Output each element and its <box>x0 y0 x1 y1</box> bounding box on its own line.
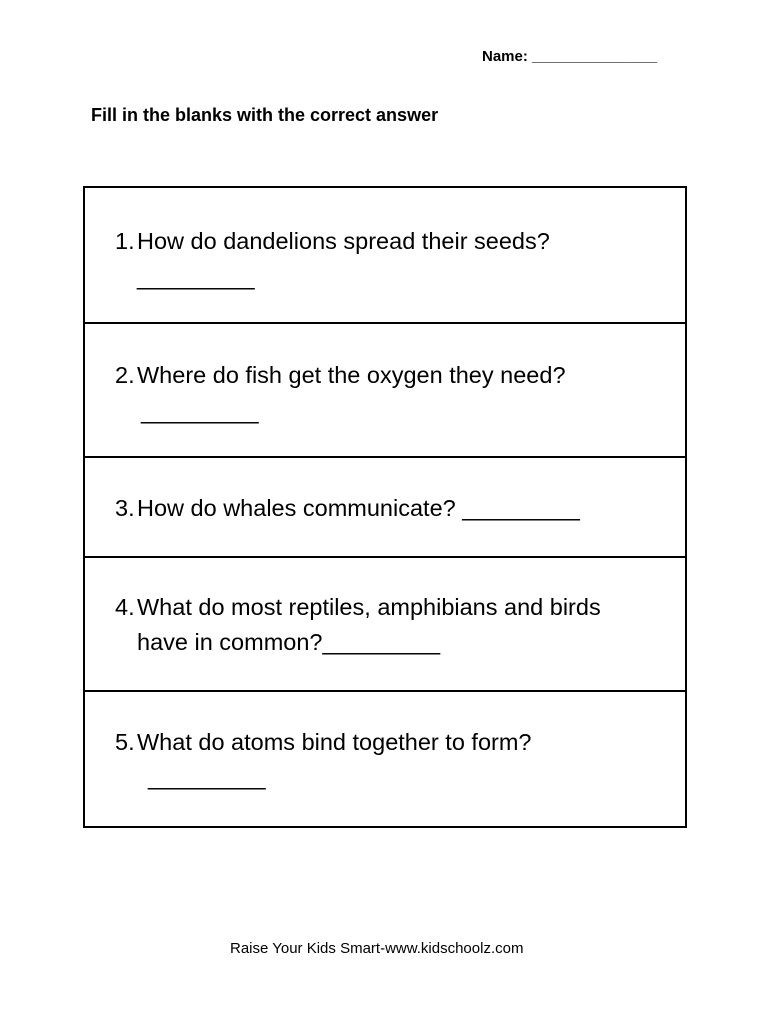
name-field: Name: _______________ <box>482 48 658 65</box>
question-text: Where do fish get the oxygen they need? <box>137 362 566 388</box>
answer-blank: _________ <box>137 264 255 290</box>
answer-blank: have in common?_________ <box>137 629 441 655</box>
question-row-3 <box>85 456 685 558</box>
question-number: 3. <box>115 495 135 521</box>
question-row-5 <box>85 690 685 826</box>
question-text: What do most reptiles, amphibians and birds <box>137 594 601 620</box>
question-text: What do atoms bind together to form? <box>137 729 532 755</box>
question-number: 2. <box>115 362 135 388</box>
question-number: 1. <box>115 228 135 254</box>
question-number: 5. <box>115 729 135 755</box>
answer-blank: _________ <box>148 764 266 790</box>
footer-credit: Raise Your Kids Smart-www.kidschoolz.com <box>230 940 524 957</box>
question-row-2 <box>85 322 685 458</box>
question-text: How do whales communicate? _________ <box>137 495 580 521</box>
instructions-heading: Fill in the blanks with the correct answer <box>91 105 439 125</box>
questions-table <box>83 186 687 828</box>
question-number: 4. <box>115 594 135 620</box>
answer-blank: _________ <box>141 398 259 424</box>
question-row-1 <box>85 188 685 324</box>
question-text: How do dandelions spread their seeds? <box>137 228 550 254</box>
question-row-4 <box>85 556 685 692</box>
